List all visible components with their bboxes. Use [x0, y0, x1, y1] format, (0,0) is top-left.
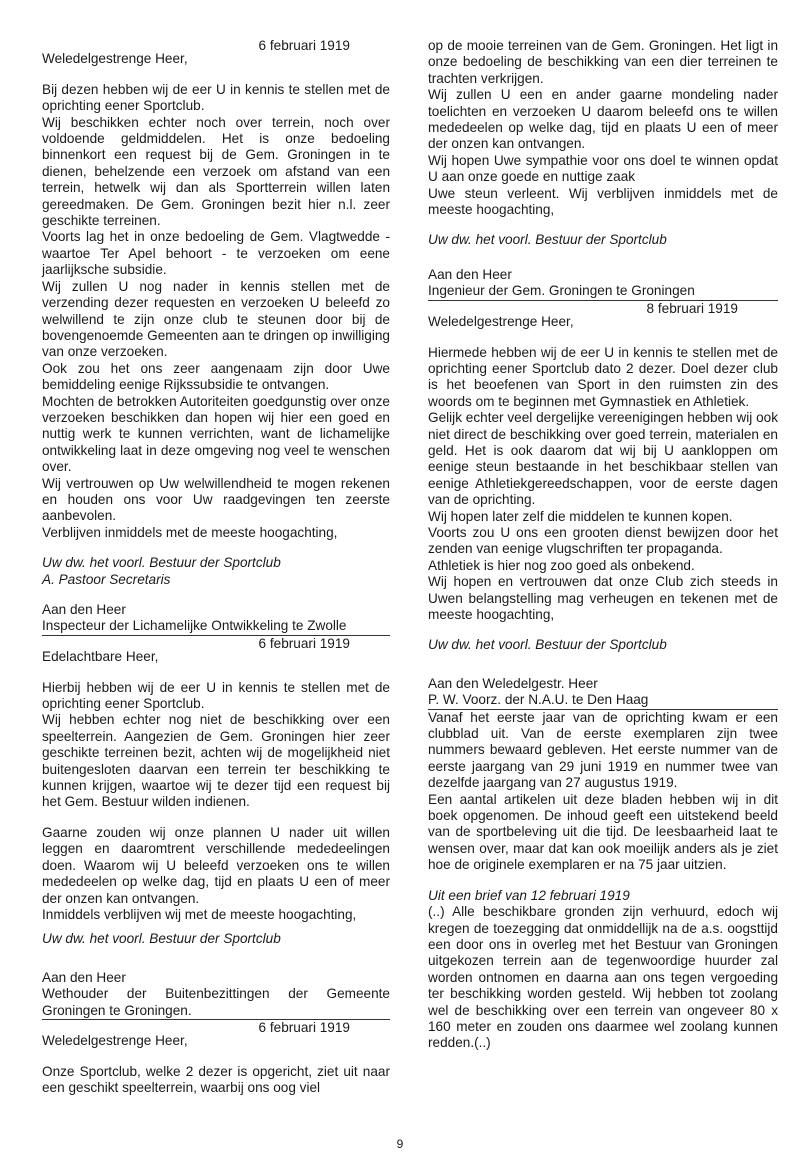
letter-paragraph: Wij hopen Uwe sympathie voor ons doel te winnen opdat U aan onze goede en nuttige zaak [428, 152, 778, 185]
letter-paragraph: Mochten de betrokken Autoriteiten goedgunstig over onze verzoeken beschikken dan hopen wij hier een goed en nuttig werk te kunnen verrichten, want de lichamelijke ontwikkeling laat in deze omgeving nog veel te wenschen over. [42, 393, 390, 475]
letter-paragraph: Uwe steun verleent. Wij verblijven inmiddels met de meeste hoogachting, [428, 185, 778, 218]
letter-paragraph: Wij zullen U een en ander gaarne mondeling nader toelichten en verzoeken U daarom beleefd ons te willen mededeelen op welke dag, tijd en plaats U een of meer der onzen kan ontvangen. [428, 87, 778, 152]
right-column [428, 38, 778, 1052]
recipient-line: Ingenieur der Gem. Groningen te Groningen [428, 283, 695, 299]
letter-excerpt: (..) Alle beschikbare gronden zijn verhuurd, edoch wij kregen de toezegging dat onmiddellijk na de a.s. oogsttijd een door ons in overleg met het Bestuur van Groningen uitgekozen terrein aan de tegenwoordige huurder zal worden ontnomen en daarna aan ons tegen vergoeding ter beschikking worden gesteld. Wij hebben tot zoolang wel de beschikking over een terrein van ongeveer 80 x 160 meter en zouden ons daarmee wel zoolang kunnen redden.(..) [428, 904, 778, 1051]
letter-paragraph: Voorts zou U ons een grooten dienst bewijzen door het zenden van eenige vlugschriften ter propaganda. [428, 524, 778, 557]
letter-paragraph: Wij beschikken echter noch over terrein, noch over voldoende geldmiddelen. Het is onze bedoeling binnenkort een request bij de Gem. Groningen in te dienen, behelzende een verzoek om afstand van een terrein, hetwelk wij dan als Sportterrein willen laten gereedmaken. De Gem. Groningen bezit hier n.l. zeer geschikte terreinen. [42, 114, 390, 229]
letter-paragraph: Athletiek is hier nog zoo goed als onbekend. [428, 557, 695, 573]
letter-paragraph: Voorts lag het in onze bedoeling de Gem. Vlagtwedde - waartoe Ter Apel behoort - te verzoeken om eene jaarlijksche subsidie. [42, 229, 390, 278]
letter-paragraph: Inmiddels verblijven wij met de meeste hoogachting, [42, 906, 357, 922]
letter-date: 6 februari 1919 [258, 38, 350, 53]
recipient-line: Inspecteur der Lichamelijke Ontwikkeling te Zwolle [42, 618, 347, 634]
narrative-paragraph: Een aantal artikelen uit deze bladen hebben wij in dit boek opgenomen. De inhoud geeft een uitstekend beeld van de sportbeleving uit die tijd. De leesbaarheid laat te wensen over, maar dat kan ook moeilijk anders als je ziet hoe de originele exemplaren er na 75 jaar uitzien. [428, 791, 778, 873]
letter-signature-name: A. Pastoor Secretaris [42, 571, 171, 587]
letter-paragraph: Onze Sportclub, welke 2 dezer is opgericht, ziet uit naar een geschikt speelterrein, waarbij ons oog viel [42, 1063, 390, 1096]
letter-paragraph: Wij zullen U nog nader in kennis stellen met de verzending dezer requesten en verzoeken U beleefd zo welwillend te zijn onze club te steunen door bij de bovengenoemde Gemeenten aan te dringen op inwilliging van onze verzoeken. [42, 278, 390, 360]
letter-paragraph: Hierbij hebben wij de eer U in kennis te stellen met de oprichting eener Sportclub. [42, 679, 390, 712]
left-column [42, 38, 390, 1097]
letter-signature: Uw dw. het voorl. Bestuur der Sportclub [428, 232, 667, 248]
letter-signature: Uw dw. het voorl. Bestuur der Sportclub [428, 637, 667, 653]
letter-paragraph: op de mooie terreinen van de Gem. Groningen. Het ligt in onze bedoeling de beschikking van een dier terreinen te trachten verkrijgen. [428, 38, 778, 86]
letter-paragraph: Wij hopen later zelf die middelen te kunnen kopen. [428, 508, 733, 524]
recipient-line: Aan den Heer [42, 602, 126, 617]
letter-paragraph: Gaarne zouden wij onze plannen U nader uit willen leggen en daaromtrent verschillende mededeelingen doen. Waarom wij U beleefd verzoeken ons te willen mededeelen op welke dag, tijd en plaats U een of meer der onzen kan ontvangen. [42, 824, 390, 906]
letter-paragraph: Verblijven inmiddels met de meeste hoogachting, [42, 524, 338, 540]
letter-date: 6 februari 1919 [258, 1019, 350, 1035]
letter-paragraph: Bij dezen hebben wij de eer U in kennis te stellen met de oprichting eener Sportclub. [42, 81, 390, 114]
letter-paragraph: Wij vertrouwen op Uw welwillendheid te mogen rekenen en houden ons voor Uw raadgevingen ten zeerste aanbevolen. [42, 475, 390, 524]
letter-signature: Uw dw. het voorl. Bestuur der Sportclub [42, 931, 281, 947]
recipient-line: P. W. Voorz. der N.A.U. te Den Haag [428, 692, 649, 708]
letter-paragraph: Ook zou het ons zeer aangenaam zijn door Uwe bemiddeling eenige Rijkssubsidie te ontvangen. [42, 360, 390, 393]
letter-date: 8 februari 1919 [646, 300, 738, 316]
recipient-line: Wethouder der Buitenbezittingen der Gemeente Groningen te Groningen. [42, 986, 390, 1018]
letter-paragraph: Hiermede hebben wij de eer U in kennis te stellen met de oprichting eener Sportclub dato 2 dezer. Doel dezer club is het beoefenen van Sport in den ruimsten zin des woords om te beginnen met Gymnastiek en Athletiek. [428, 344, 778, 409]
letter-signature: Uw dw. het voorl. Bestuur der Sportclub [42, 555, 281, 571]
recipient-line: Aan den Heer [428, 266, 512, 282]
letter-paragraph: Gelijk echter veel dergelijke vereenigingen hebben wij ook niet direct de beschikking over goed terrein, materialen en geld. Het is ook daarom dat wij bij U aankloppen om eenige steun bestaande in het beschikbaar stellen van eenige Athletiekgereedschappen, voor de eerste dagen van de oprichting. [428, 410, 778, 508]
recipient-line: Aan den Heer [42, 969, 126, 985]
letter-greeting: Weledelgestrenge Heer, [42, 1033, 188, 1049]
narrative-paragraph: Vanaf het eerste jaar van de oprichting kwam er een clubblad uit. Van de eerste exemplaren zijn twee nummers bewaard gebleven. Het eerste nummer van de eerste jaargang van 29 juni 1919 en nummer twee van dezelfde jaargang van 27 augustus 1919. [428, 709, 778, 791]
letter-greeting: Weledelgestrenge Heer, [42, 51, 188, 67]
page-number: 9 [396, 1137, 404, 1151]
letter-greeting: Edelachtbare Heer, [42, 649, 159, 665]
letter-date: 6 februari 1919 [258, 635, 350, 651]
letter-excerpt-heading: Uit een brief van 12 februari 1919 [428, 887, 630, 903]
recipient-line: Aan den Weledelgestr. Heer [428, 675, 598, 691]
letter-paragraph: Wij hebben echter nog niet de beschikking over een speelterrein. Aangezien de Gem. Groningen hier zeer geschikte terreinen bezit, achten wij de mogelijkheid niet buitengesloten daarvan een terrein ter beschikking te kunnen krijgen, waartoe wij te dezer tijd een request bij het Gem. Bestuur wilden indienen. [42, 712, 390, 810]
letter-paragraph: Wij hopen en vertrouwen dat onze Club zich steeds in Uwen belangstelling mag verheugen en tekenen met de meeste hoogachting, [428, 574, 778, 622]
letter-greeting: Weledelgestrenge Heer, [428, 314, 574, 330]
